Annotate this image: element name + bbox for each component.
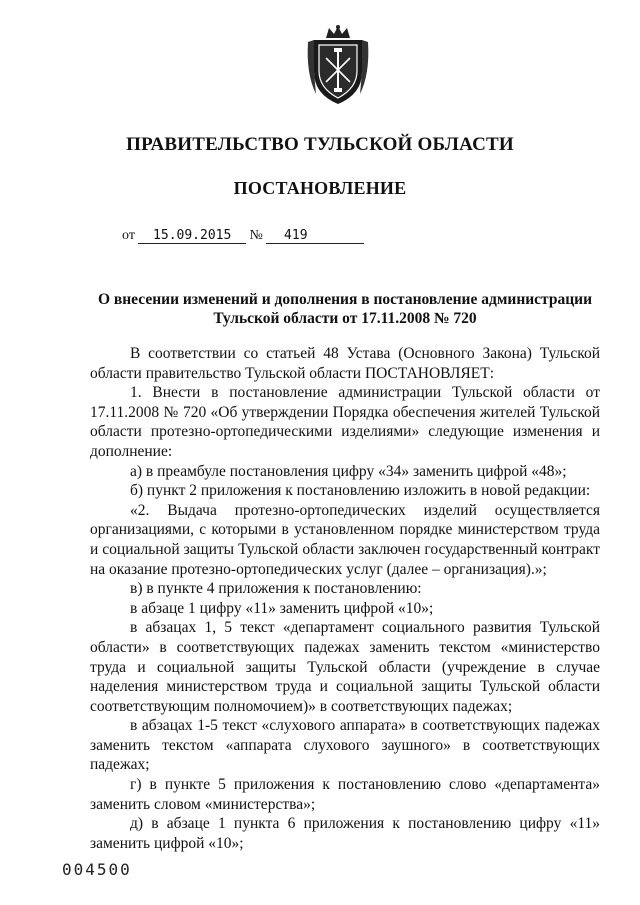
document-type-title: ПОСТАНОВЛЕНИЕ (233, 178, 407, 198)
coat-of-arms-icon (304, 24, 372, 108)
government-title: ПРАВИТЕЛЬСТВО ТУЛЬСКОЙ ОБЛАСТИ (126, 134, 514, 155)
document-subject (90, 290, 600, 328)
body-paragraph: в абзацах 1, 5 текст «департамент социального развития Тульской области» в соответствующих падежах заменить текстом «министерство труда и социальной защиты Тульской области (учреждение в случае наделения министерством труда и социальной защиты Тульской области соответствующим полномочием)» в соответствующих падежах; (90, 619, 600, 715)
body-paragraph: г) в пункте 5 приложения к постановлению слово «департамента» заменить словом «министерства»; (90, 776, 600, 813)
subject-line: Тульской области от 17.11.2008 № 720 (213, 310, 477, 327)
body-paragraph: б) пункт 2 приложения к постановлению изложить в новой редакции: (130, 482, 591, 500)
body-paragraph: 1. Внести в постановление администрации Тульской области от 17.11.2008 № 720 «Об утверждении Порядка обеспечения жителей Тульской области протезно-ортопедическими изделиями» следующие изменения и дополнение: (90, 384, 600, 460)
body-paragraph: «2. Выдача протезно-ортопедических изделий осуществляется организациями, с которыми в установленном порядке министерством труда и социальной защиты Тульской области заключен государственный контракт на оказание протезно-ортопедических услуг (далее – организация).»; (90, 501, 600, 578)
body-paragraph: в абзацах 1-5 текст «слухового аппарата» в соответствующих падежах заменить текстом «аппарата слухового заушного» в соответствующих падежах; (90, 717, 600, 774)
date-label: от (122, 228, 135, 243)
serial-number-stamp: 004500 (62, 860, 132, 879)
document-date-number (122, 227, 364, 244)
document-date: 15.09.2015 (138, 229, 246, 244)
body-paragraph: В соответствии со статьей 48 Устава (Основного Закона) Тульской области правительство Тульской области ПОСТАНОВЛЯЕТ: (90, 345, 600, 382)
document-number: 419 (266, 229, 364, 244)
body-paragraph: а) в преамбуле постановления цифру «34» заменить цифрой «48»; (130, 462, 567, 480)
document-body (90, 344, 600, 853)
body-paragraph: в) в пункте 4 приложения к постановлению: (130, 580, 422, 598)
subject-line: О внесении изменений и дополнения в постановление администрации (97, 291, 593, 308)
body-paragraph: д) в абзаце 1 пункта 6 приложения к постановлению цифру «11» заменить цифрой «10»; (90, 815, 600, 852)
body-paragraph: в абзаце 1 цифру «11» заменить цифрой «10»; (130, 599, 434, 617)
number-label: № (249, 228, 263, 243)
